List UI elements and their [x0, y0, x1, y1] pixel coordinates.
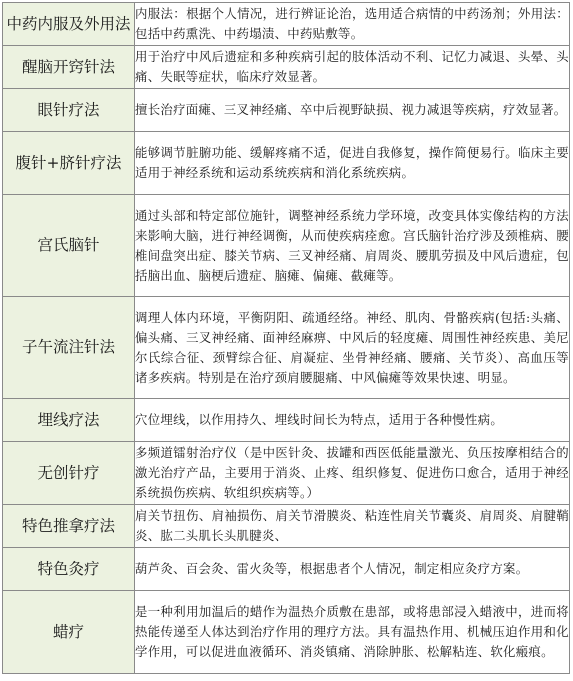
therapy-name: 中药内服及外用法	[3, 3, 135, 46]
therapy-name: 子午流注针法	[3, 297, 135, 399]
therapy-name: 眼针疗法	[3, 89, 135, 132]
table-row	[3, 505, 570, 548]
therapy-name: 醒脑开窍针法	[3, 46, 135, 89]
table-row	[3, 591, 570, 674]
therapy-description: 穴位埋线，以作用持久、埋线时间长为特点，适用于各种慢性病。	[135, 399, 570, 442]
table-row	[3, 442, 570, 505]
table-row	[3, 89, 570, 132]
therapy-description: 多频道镭射治疗仪（是中医针灸、拔罐和西医低能量激光、负压按摩相结合的激光治疗产品，主要用于消炎、止疼、组织修复、促进伤口愈合，适用于神经系统损伤疾病、软组织疾病等。）	[135, 442, 570, 505]
table-row	[3, 399, 570, 442]
table-row	[3, 46, 570, 89]
therapy-description: 是一种利用加温后的蜡作为温热介质敷在患部，或将患部浸入蜡液中，进而将热能传递至人体达到治疗作用的理疗方法。具有温热作用、机械压迫作用和化学作用，可以促进血液循环、消炎镇痛、消除肿胀、松解粘连、软化瘢痕。	[135, 591, 570, 674]
table-row	[3, 297, 570, 399]
therapy-description: 调理人体内环境，平衡阴阳、疏通经络。神经、肌肉、骨骼疾病(包括:头痛、偏头痛、三叉神经痛、面神经麻痹、中风后的轻度瘫、周围性神经疾患、美尼尔氏综合征、颈臂综合征、肩凝症、坐骨神经痛、腰痛、关节炎）、高血压等诸多疾病。特别是在治疗颈肩腰腿痛、中风偏瘫等效果快速、明显。	[135, 297, 570, 399]
therapy-description: 用于治疗中风后遗症和多种疾病引起的肢体活动不利、记忆力减退、头晕、头痛、失眠等症状，临床疗效显著。	[135, 46, 570, 89]
therapy-name: 腹针+脐针疗法	[3, 132, 135, 195]
therapy-description: 肩关节扭伤、肩袖损伤、肩关节滑膜炎、粘连性肩关节囊炎、肩周炎、肩腱鞘炎、肱二头肌长头肌腱炎、	[135, 505, 570, 548]
therapy-name: 宫氏脑针	[3, 195, 135, 297]
therapy-description: 内服法：根据个人情况，进行辨证论治，选用适合病情的中药汤剂；外用法：包括中药熏洗、中药塌渍、中药贴敷等。	[135, 3, 570, 46]
therapy-name: 特色推拿疗法	[3, 505, 135, 548]
therapy-description: 通过头部和特定部位施针，调整神经系统力学环境，改变具体实像结构的方法来影响大脑，进行神经调衡，从而使疾病痊愈。宫氏脑针治疗涉及颈椎病、腰椎间盘突出症、膝关节病、三叉神经痛、肩周炎、腰肌劳损及中风后遗症，包括脑出血、脑梗后遗症、脑瘫、偏瘫、截瘫等。	[135, 195, 570, 297]
table-row	[3, 132, 570, 195]
therapy-description: 能够调节脏腑功能、缓解疼痛不适，促进自我修复，操作简便易行。临床主要适用于神经系统和运动系统疾病和消化系统疾病。	[135, 132, 570, 195]
therapy-description: 擅长治疗面瘫、三叉神经痛、卒中后视野缺损、视力减退等疾病，疗效显著。	[135, 89, 570, 132]
therapy-description: 葫芦灸、百会灸、雷火灸等，根据患者个人情况，制定相应灸疗方案。	[135, 548, 570, 591]
table-row	[3, 195, 570, 297]
table-row	[3, 548, 570, 591]
therapy-name: 蜡疗	[3, 591, 135, 674]
therapy-name: 埋线疗法	[3, 399, 135, 442]
therapy-name: 特色灸疗	[3, 548, 135, 591]
therapy-table	[2, 2, 570, 674]
therapy-name: 无创针疗	[3, 442, 135, 505]
table-row	[3, 3, 570, 46]
